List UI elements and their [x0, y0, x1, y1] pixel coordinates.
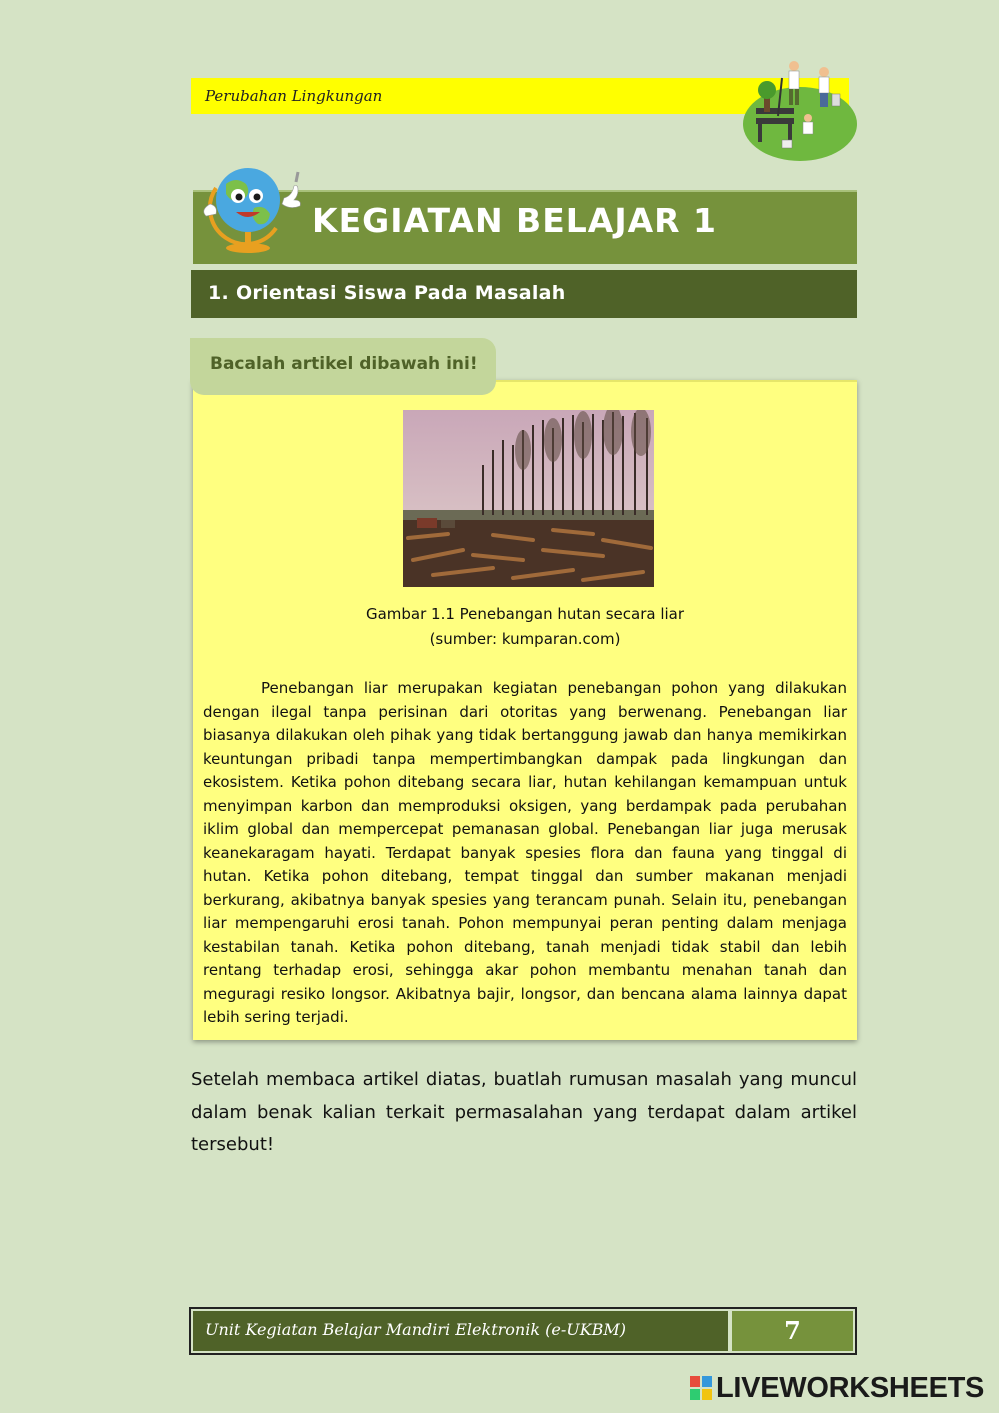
liveworksheets-logo-icon — [690, 1376, 712, 1400]
gardening-people-icon — [742, 58, 858, 162]
image-caption — [193, 602, 857, 652]
caption-title: Gambar 1.1 Penebangan hutan secara liar — [365, 605, 685, 623]
footer-module-name: Unit Kegiatan Belajar Mandiri Elektronik (e-UKBM) — [193, 1311, 728, 1351]
task-instruction: Setelah membaca artikel diatas, buatlah rumusan masalah yang muncul dalam benak kalian terkait permasalahan yang terdapat dalam artikel tersebut! — [191, 1069, 857, 1155]
topic-header: Perubahan Lingkungan — [191, 78, 849, 114]
article-body: Penebangan liar merupakan kegiatan penebangan pohon yang dilakukan dengan ilegal tanpa perisinan dari otoritas yang berwenang. Penebangan liar biasanya dilakukan oleh pihak yang tidak bertanggung jawab dan hanya memikirkan keuntungan pribadi tanpa mempertimbangkan dampak pada lingkungan dan ekosistem. Ketika pohon ditebang secara liar, hutan kehilangan kemampuan untuk menyimpan karbon dan memproduksi oksigen, yang berdampak pada perubahan iklim global dan mempercepat pemanasan global. Penebangan liar juga merusak keanekaragam hayati. Terdapat banyak spesies flora dan fauna yang tinggal di hutan. Ketika pohon ditebang, tempat tinggal dan sumber makanan menjadi berkurang, akibatnya banyak spesies yang terancam punah. Selain itu, penebangan liar mempengaruhi erosi tanah. Pohon mempunyai peran penting dalam menjaga kestabilan tanah. Ketika pohon ditebang, tanah menjadi tidak stabil dan lebih rentang terhadap erosi, sehingga akar pohon membantu menahan tanah dan meguragi resiko longsor. Akibatnya bajir, longsor, dan bencana alama lainnya dapat lebih sering terjadi. — [203, 679, 847, 1026]
page-number: 7 — [732, 1311, 853, 1351]
deforestation-photo — [403, 410, 654, 587]
section-heading: 1. Orientasi Siswa Pada Masalah — [208, 282, 566, 304]
caption-source: (sumber: kumparan.com) — [429, 630, 621, 648]
globe-mascot-icon — [196, 158, 314, 254]
page-title: KEGIATAN BELAJAR 1 — [312, 201, 717, 240]
watermark-brand[interactable]: LIVEWORKSHEETS — [716, 1372, 985, 1404]
read-instruction-tab: Bacalah artikel dibawah ini! — [190, 338, 496, 395]
